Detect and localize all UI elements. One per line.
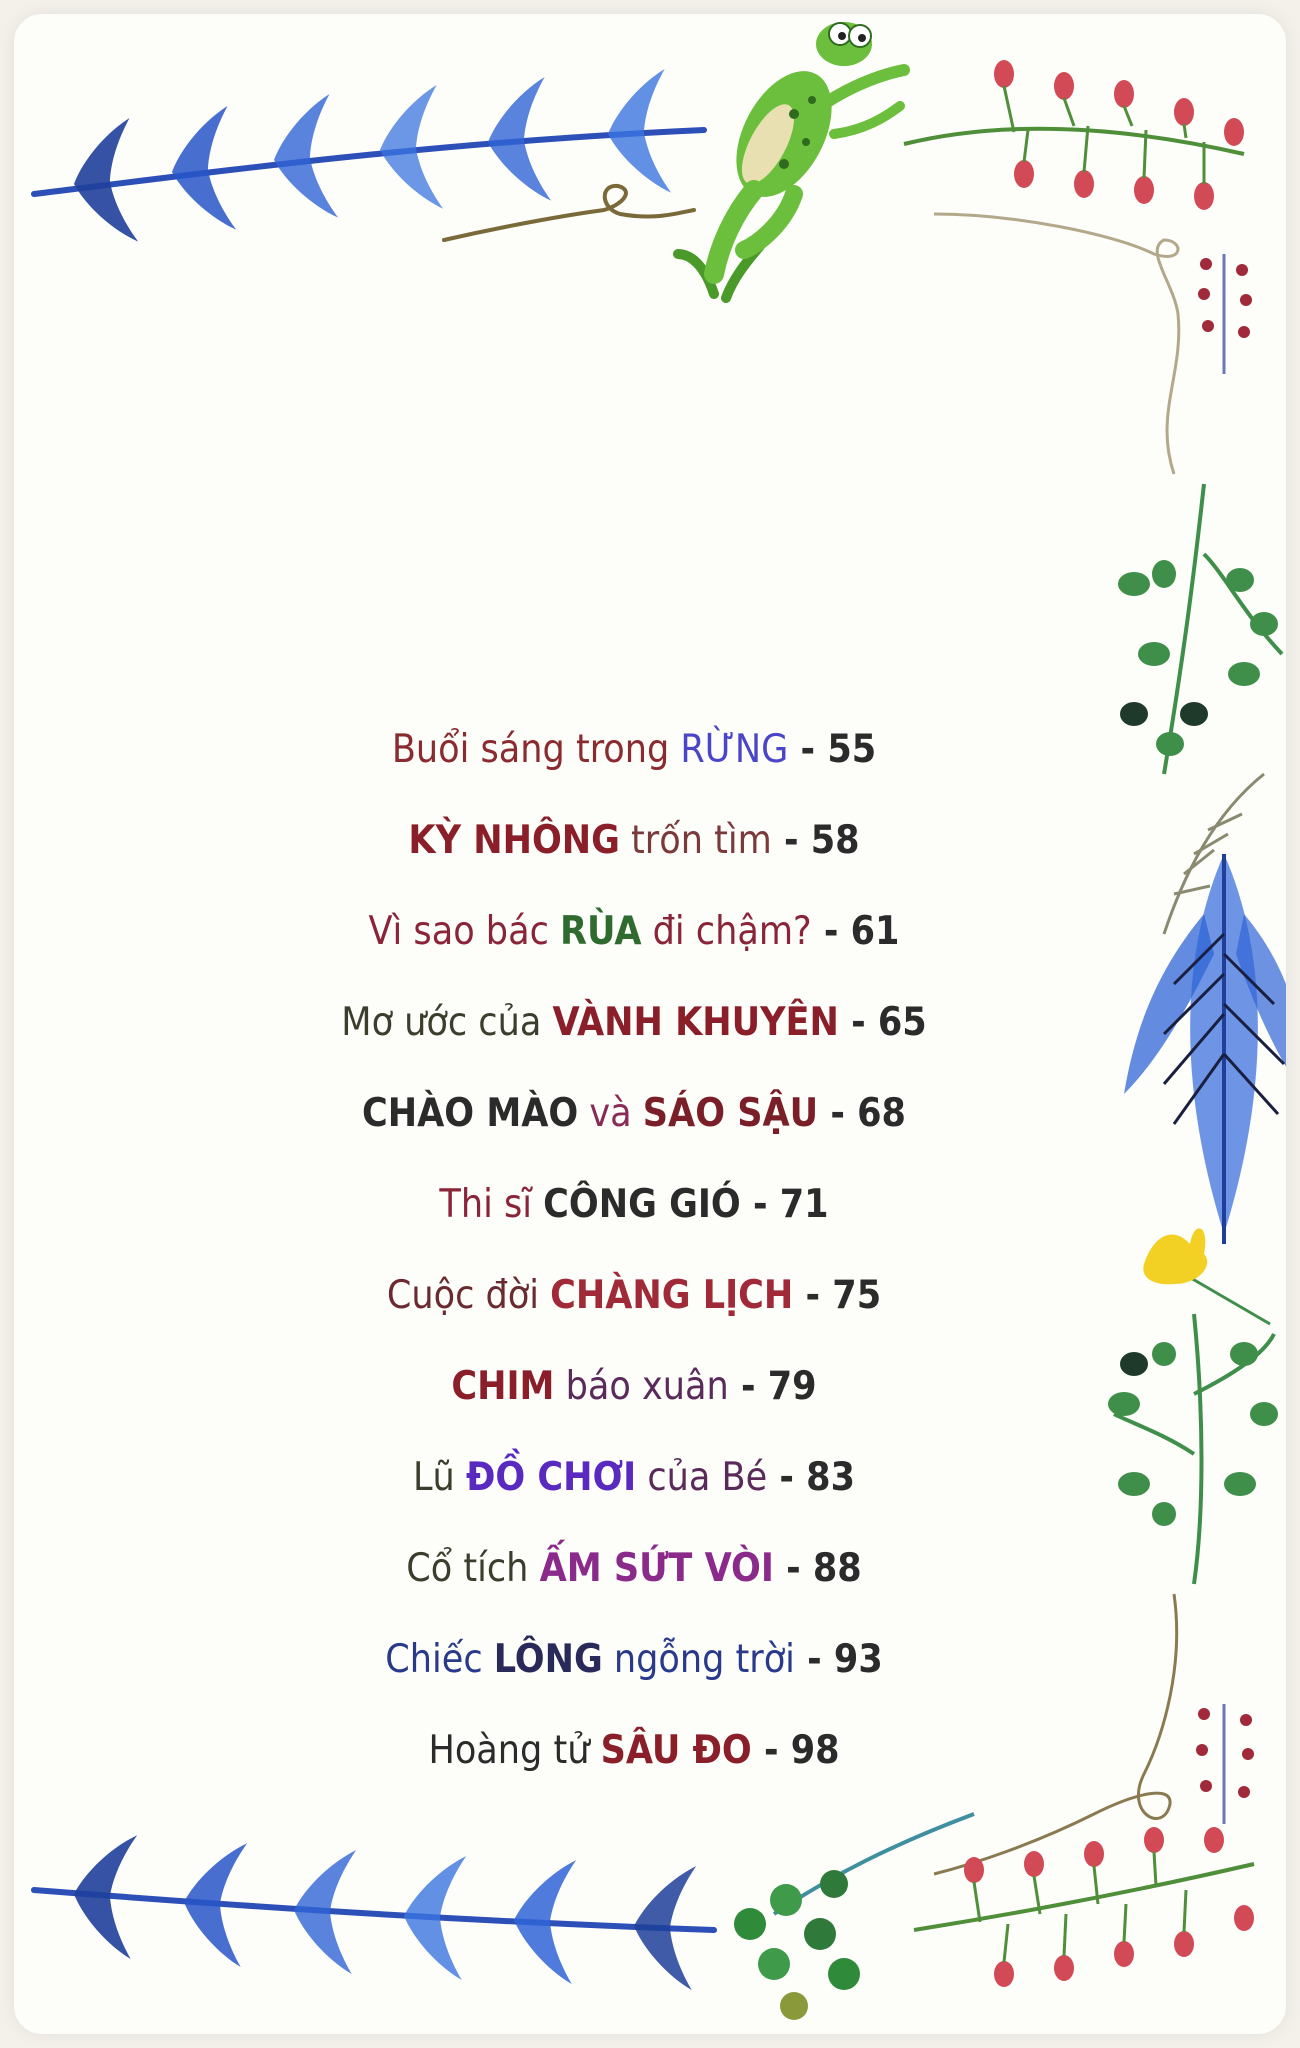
vine-icon	[444, 186, 694, 240]
toc-title-segment: Cổ tích	[406, 1546, 540, 1591]
toc-separator: -	[771, 818, 811, 863]
red-berry-stem-icon	[1198, 254, 1252, 374]
toc-title-segment: Thi sĩ	[439, 1182, 544, 1227]
toc-title-segment: ẤM SỨT VÒI	[539, 1546, 774, 1591]
toc-title-segment: Chiếc	[385, 1637, 494, 1682]
toc-title-segment: và	[578, 1091, 643, 1136]
toc-separator: -	[751, 1728, 791, 1773]
frog-icon	[678, 22, 904, 298]
toc-page-number: 88	[812, 1546, 862, 1591]
toc-title-segment: CHÀO MÀO	[362, 1091, 579, 1136]
red-flower-branch-icon	[914, 1827, 1254, 1987]
toc-title-segment: Cuộc đời	[386, 1273, 551, 1318]
toc-title-segment: VÀNH KHUYÊN	[552, 1000, 839, 1045]
toc-entry	[14, 1341, 1254, 1432]
toc-page-number: 55	[827, 727, 877, 772]
blue-leaf-branch-icon	[34, 69, 704, 246]
toc-title-segment: ĐỒ CHƠI	[465, 1455, 637, 1500]
toc-page-number: 79	[767, 1364, 817, 1409]
toc-title-segment: Mơ ước của	[341, 1000, 553, 1045]
toc-entry	[14, 795, 1254, 886]
toc-separator: -	[838, 1000, 878, 1045]
toc-title-segment: Vì sao bác	[368, 909, 561, 954]
toc-title-segment: CHIM	[451, 1364, 555, 1409]
toc-page-number: 83	[806, 1455, 855, 1500]
toc-title-segment: SÂU ĐO	[600, 1728, 752, 1773]
table-of-contents	[14, 704, 1254, 1796]
toc-title-segment: RỪNG	[680, 727, 789, 772]
toc-separator: -	[793, 1273, 833, 1318]
toc-entry	[14, 1068, 1254, 1159]
toc-title-segment: Hoàng tử	[428, 1728, 601, 1773]
toc-title-segment: Buổi sáng trong	[391, 727, 681, 772]
toc-entry	[14, 1705, 1254, 1796]
red-flower-branch-icon	[904, 60, 1244, 210]
toc-separator: -	[767, 1455, 807, 1500]
toc-page-number: 98	[790, 1728, 840, 1773]
toc-separator: -	[818, 1091, 858, 1136]
toc-title-segment: Lũ	[413, 1455, 466, 1500]
toc-page-number: 65	[877, 1000, 927, 1045]
book-page	[14, 14, 1286, 2034]
toc-entry	[14, 1250, 1254, 1341]
toc-entry	[14, 977, 1254, 1068]
toc-separator: -	[728, 1364, 768, 1409]
toc-entry	[14, 1523, 1254, 1614]
green-berry-icon	[734, 1814, 974, 2020]
toc-separator: -	[788, 727, 828, 772]
toc-title-segment: CHÀNG LỊCH	[550, 1273, 794, 1318]
toc-title-segment: RÙA	[560, 909, 642, 954]
toc-page-number: 58	[810, 818, 860, 863]
toc-separator: -	[773, 1546, 813, 1591]
toc-title-segment: SÁO SẬU	[642, 1091, 819, 1136]
toc-page-number: 93	[833, 1637, 883, 1682]
toc-page-number: 71	[779, 1182, 829, 1227]
toc-title-segment: đi chậm?	[641, 909, 812, 954]
toc-page-number: 68	[857, 1091, 906, 1136]
toc-entry	[14, 1159, 1254, 1250]
toc-title-segment: của Bé	[636, 1455, 768, 1500]
toc-title-segment: trốn tìm	[619, 818, 772, 863]
toc-entry	[14, 886, 1254, 977]
toc-page-number: 75	[832, 1273, 882, 1318]
toc-title-segment: LÔNG	[493, 1637, 603, 1682]
toc-separator: -	[811, 909, 851, 954]
toc-title-segment: ngỗng trời	[602, 1637, 795, 1682]
toc-title-segment: KỲ NHÔNG	[408, 818, 620, 863]
toc-entry	[14, 1614, 1254, 1705]
toc-title-segment: CÔNG GIÓ	[543, 1182, 741, 1227]
toc-page-number: 61	[850, 909, 900, 954]
toc-separator: -	[740, 1182, 780, 1227]
toc-separator: -	[794, 1637, 834, 1682]
toc-entry	[14, 704, 1254, 795]
toc-entry	[14, 1432, 1254, 1523]
vine-icon	[934, 214, 1179, 474]
toc-title-segment: báo xuân	[554, 1364, 729, 1409]
blue-leaf-branch-icon	[34, 1832, 714, 1990]
